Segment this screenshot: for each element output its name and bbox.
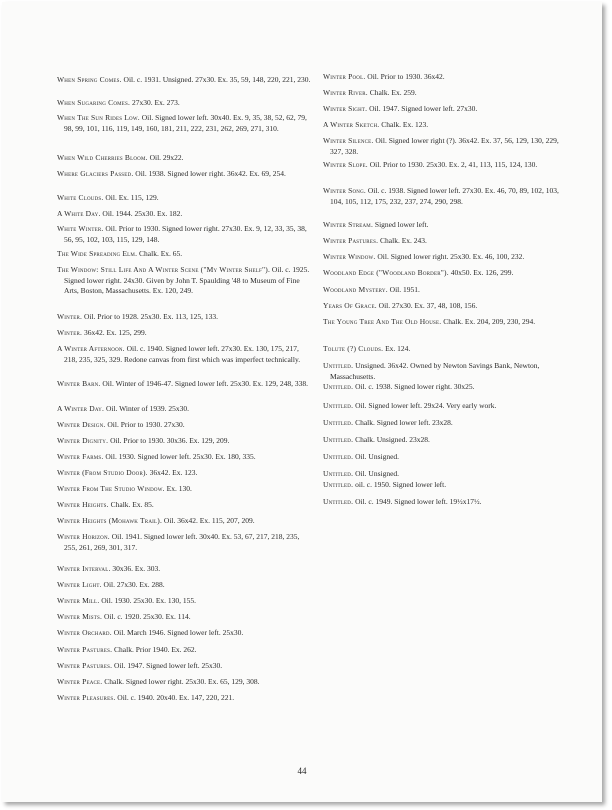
catalog-entry	[57, 661, 313, 672]
entry-details: Oil. c. 1931. Unsigned. 27x30. Ex. 35, 59, 148, 220, 221, 230.	[123, 75, 311, 84]
entry-details: Chalk. Ex. 65.	[139, 249, 183, 258]
entry-title: Winter Pleasures.	[57, 693, 116, 702]
entry-details: Oil. Signed lower right (?). 36x42. Ex. 37, 56, 129, 130, 229, 327, 328.	[330, 136, 559, 156]
catalog-entry	[323, 120, 566, 131]
entry-details: Chalk. Ex. 204, 209, 230, 294.	[443, 317, 536, 326]
entry-details: Oil. Prior to 1930. 36x42.	[367, 72, 445, 81]
catalog-entry	[323, 361, 566, 393]
entry-title: Tolute (?) Clouds.	[323, 344, 384, 353]
entry-title: Winter Sight.	[323, 104, 368, 113]
entry-details: Oil. 27x30. Ex. 288.	[103, 580, 165, 589]
entry-title: Woodland Mystery.	[323, 285, 388, 294]
entry-title: Winter Pastures.	[57, 661, 113, 670]
catalog-entry	[323, 136, 566, 157]
catalog-entry	[57, 612, 313, 623]
catalog-entry	[57, 75, 313, 86]
catalog-entry	[323, 285, 566, 296]
entry-details: Oil. 36x42. Ex. 115, 207, 209.	[163, 516, 255, 525]
entry-details: Oil. Signed lower right. 25x30. Ex. 46, 100, 232.	[377, 252, 525, 261]
catalog-entry	[323, 418, 566, 429]
entry-title: Winter Stream.	[323, 220, 374, 229]
entry-title: Untitled.	[323, 479, 354, 489]
entry-title: A Winter Day.	[57, 404, 105, 413]
entry-title: Untitled.	[323, 418, 354, 427]
entry-title: Winter Silence.	[323, 136, 374, 145]
entry-details: Oil. c. 1920. 25x30. Ex. 114.	[103, 612, 191, 621]
entry-details: Oil. 1930. Signed lower left. 25x30. Ex. 180, 335.	[105, 452, 256, 461]
catalog-entry	[57, 532, 313, 553]
entry-details: Oil. 1938. Signed lower right. 36x42. Ex. 69, 254.	[135, 169, 286, 178]
entry-details: Chalk. Unsigned. 23x28.	[355, 435, 430, 444]
catalog-entry	[57, 328, 313, 339]
entry-title: The Window: Still Life And A Winter Scene ("My Winter Shelf").	[57, 265, 271, 274]
entry-title: Winter Mill.	[57, 596, 100, 605]
entry-details: Chalk. Ex. 123.	[381, 120, 429, 129]
entry-details: Oil. Prior to 1928. 25x30. Ex. 113, 125, 133.	[83, 312, 219, 321]
entry-title: Winter River.	[323, 88, 368, 97]
entry-details: Chalk. Ex. 85.	[110, 500, 154, 509]
entry-details: Chalk. Ex. 259.	[369, 88, 417, 97]
catalog-entry	[323, 186, 566, 207]
catalog-entry	[57, 693, 313, 704]
entry-details: 27x30. Ex. 273.	[131, 98, 180, 107]
entry-title: Winter Design.	[57, 420, 106, 429]
entry-title: Where Glaciers Passed.	[57, 169, 134, 178]
catalog-entry	[323, 401, 566, 412]
entry-title: Winter (From Studio Door).	[57, 468, 148, 477]
entry-title: When The Sun Rides Low.	[57, 113, 140, 122]
entry-details: Oil. Prior to 1930. 25x30. Ex. 2, 41, 113, 115, 124, 130.	[369, 160, 538, 169]
catalog-entry	[57, 249, 313, 260]
entry-title: Untitled.	[323, 361, 354, 370]
entry-details: Chalk. Prior 1940. Ex. 262.	[114, 645, 197, 654]
entry-title: Winter Peace.	[57, 677, 103, 686]
catalog-entry	[323, 301, 566, 312]
entry-title: Winter Slope.	[323, 160, 368, 169]
entry-title: The Young Tree And The Old House.	[323, 317, 442, 326]
entry-details: Signed lower left.	[374, 220, 429, 229]
catalog-entry	[57, 169, 313, 180]
catalog-entry	[57, 224, 313, 245]
entry-title: Years Of Grace.	[323, 301, 377, 310]
entry-details: Unsigned. 36x42. Owned by Newton Savings Bank, Newton, Massachusetts.	[330, 361, 540, 381]
entry-title: Winter Song.	[323, 186, 366, 195]
catalog-entry	[57, 404, 313, 415]
entry-details: Oil. c. 1940. Signed lower left. 27x30. Ex. 130, 175, 217, 218, 235, 325, 329. Redone canvas from first which was imperfect technically.	[64, 344, 301, 364]
entry-title: When Sugaring Comes.	[57, 98, 131, 107]
entry-details: Oil. Prior to 1930. 27x30.	[107, 420, 185, 429]
entry-details: Oil. 27x30. Ex. 37, 48, 108, 156.	[378, 301, 478, 310]
entry-title: When Wild Cherries Bloom.	[57, 153, 148, 162]
entry-details: Oil. c. 1940. 20x40. Ex. 147, 220, 221.	[117, 693, 235, 702]
catalog-entry	[57, 420, 313, 431]
entry-details: oil. c. 1950. Signed lower left.	[355, 479, 447, 489]
catalog-entry	[57, 677, 313, 688]
catalog-entry	[57, 516, 313, 527]
entry-details: Oil. Signed lower left. 30x40. Ex. 9, 35, 38, 52, 62, 79, 98, 99, 101, 116, 119, 149, 160, 181, 211, 222, 231, 262, 269, 271, 310.	[64, 113, 307, 133]
catalog-entry	[57, 113, 313, 134]
entry-title: Woodland Edge ("Woodland Border").	[323, 268, 449, 277]
catalog-entry	[323, 160, 566, 171]
entry-details: Oil. 1947. Signed lower left. 27x30.	[369, 104, 478, 113]
entry-details: Chalk. Ex. 243.	[380, 236, 427, 245]
entry-title: Winter Barn.	[57, 379, 101, 388]
entry-details: Oil. c. 1938. Signed lower left. 27x30. Ex. 46, 70, 89, 102, 103, 104, 105, 112, 175, 232, 237, 274, 290, 298.	[330, 186, 559, 206]
entry-details: Oil. Unsigned.	[355, 452, 400, 461]
entry-details: Oil. 29x22.	[149, 153, 184, 162]
entry-title: Winter Dignity.	[57, 436, 109, 445]
entry-title: Winter Orchard.	[57, 628, 112, 637]
entry-details: Oil. 1941. Signed lower left. 30x40. Ex. 53, 67, 217, 218, 235, 255, 261, 269, 301, 317.	[64, 532, 300, 552]
entry-title: The Wide Spreading Elm.	[57, 249, 138, 258]
catalog-entry	[323, 88, 566, 99]
catalog-entry	[323, 236, 566, 247]
catalog-entry	[57, 265, 313, 297]
entry-details: Oil. 1951.	[389, 285, 420, 294]
entry-details: Oil. 1947. Signed lower left. 25x30.	[114, 661, 223, 670]
catalog-entry	[323, 72, 566, 83]
entry-details: 36x42. Ex. 125, 299.	[83, 328, 147, 337]
entry-details: Oil. Winter of 1946-47. Signed lower left. 25x30. Ex. 129, 248, 338.	[102, 379, 308, 388]
entry-details: Oil. Unsigned.	[355, 469, 400, 478]
page-number: 44	[297, 766, 307, 776]
entry-details: Oil. Prior to 1930. 30x36. Ex. 129, 209.	[110, 436, 230, 445]
catalog-entry	[57, 484, 313, 495]
catalog-entry	[323, 104, 566, 115]
entry-details: Chalk. Signed lower right. 25x30. Ex. 65, 129, 308.	[104, 677, 260, 686]
catalog-entry	[323, 252, 566, 263]
entry-title: Winter.	[57, 328, 83, 337]
catalog-entry	[57, 500, 313, 511]
entry-title: Winter Pool.	[323, 72, 366, 81]
catalog-entry	[57, 153, 313, 164]
catalog-entry	[57, 379, 313, 390]
entry-title: Winter Heights (Mohawk Trail).	[57, 516, 163, 525]
entry-title: Winter Pastures.	[57, 645, 113, 654]
entry-title: Winter From The Studio Window.	[57, 484, 165, 493]
entry-title: Winter Interval.	[57, 564, 111, 573]
document-page	[2, 2, 602, 802]
catalog-entry	[57, 436, 313, 447]
catalog-entry	[57, 645, 313, 656]
catalog-entry	[57, 98, 313, 109]
catalog-entry	[323, 220, 566, 231]
entry-details: Oil. 1944. 25x30. Ex. 182.	[102, 209, 183, 218]
entry-details: Oil. c. 1925. Signed lower right. 24x30. Given by John T. Spaulding '48 to Museum of Fine Arts, Boston, Massachusetts. Ex. 120, 249.	[64, 265, 310, 295]
entry-title: Untitled.	[323, 469, 354, 478]
catalog-entry	[57, 468, 313, 479]
catalog-entry	[57, 193, 313, 204]
entry-title: Winter Window.	[323, 252, 376, 261]
entry-title: Untitled.	[323, 497, 354, 506]
entry-details: Oil. Winter of 1939. 25x30.	[105, 404, 190, 413]
entry-details: Oil. 1930. 25x30. Ex. 130, 155.	[101, 596, 197, 605]
catalog-entry	[57, 580, 313, 591]
catalog-entry	[57, 596, 313, 607]
catalog-entry	[57, 628, 313, 639]
entry-details: Oil. Signed lower left. 29x24. Very early work.	[355, 401, 497, 410]
catalog-entry	[57, 452, 313, 463]
entry-title: White Clouds.	[57, 193, 104, 202]
entry-details: Oil. March 1946. Signed lower left. 25x30.	[113, 628, 244, 637]
entry-title: Winter Pastures.	[323, 236, 379, 245]
entry-title: A Winter Sketch.	[323, 120, 380, 129]
entry-title: Untitled.	[323, 452, 354, 461]
entry-title: Winter Horizon.	[57, 532, 110, 541]
entry-details: Chalk. Signed lower left. 23x28.	[355, 418, 453, 427]
entry-details: Ex. 130.	[166, 484, 192, 493]
entry-title: Winter.	[57, 312, 83, 321]
entry-title: A White Day.	[57, 209, 101, 218]
entry-details: Oil. c. 1949. Signed lower left. 19½x17½.	[355, 497, 482, 506]
catalog-entry	[323, 317, 566, 328]
entry-title: When Spring Comes.	[57, 75, 122, 84]
catalog-entry	[323, 497, 566, 508]
entry-details: Oil. Prior to 1930. Signed lower right. 27x30. Ex. 9, 12, 33, 35, 38, 56, 95, 102, 103, 115, 129, 148.	[64, 224, 307, 244]
entry-details: 30x36. Ex. 303.	[112, 564, 161, 573]
entry-title: Winter Light.	[57, 580, 102, 589]
entry-title: White Winter.	[57, 224, 104, 233]
entry-title: Winter Mists.	[57, 612, 103, 621]
catalog-entry	[57, 312, 313, 323]
entry-title: Untitled.	[323, 401, 354, 410]
entry-details: 40x50. Ex. 126, 299.	[450, 268, 514, 277]
entry-title: Winter Heights.	[57, 500, 109, 509]
entry-details: Ex. 124.	[385, 344, 411, 353]
entry-details: Oil. Ex. 115, 129.	[105, 193, 159, 202]
entry-title: A Winter Afternoon.	[57, 344, 125, 353]
catalog-entry	[323, 469, 566, 490]
entry-details: 36x42. Ex. 123.	[149, 468, 198, 477]
catalog-entry	[57, 564, 313, 575]
catalog-entry	[323, 452, 566, 463]
catalog-entry	[323, 344, 566, 355]
catalog-entry	[323, 268, 566, 279]
entry-title: Untitled.	[323, 382, 354, 391]
catalog-entry	[57, 344, 313, 365]
catalog-entry	[323, 435, 566, 446]
catalog-entry	[57, 209, 313, 220]
entry-title: Untitled.	[323, 435, 354, 444]
entry-details: Oil. c. 1938. Signed lower right. 30x25.	[355, 382, 475, 391]
entry-title: Winter Farms.	[57, 452, 104, 461]
